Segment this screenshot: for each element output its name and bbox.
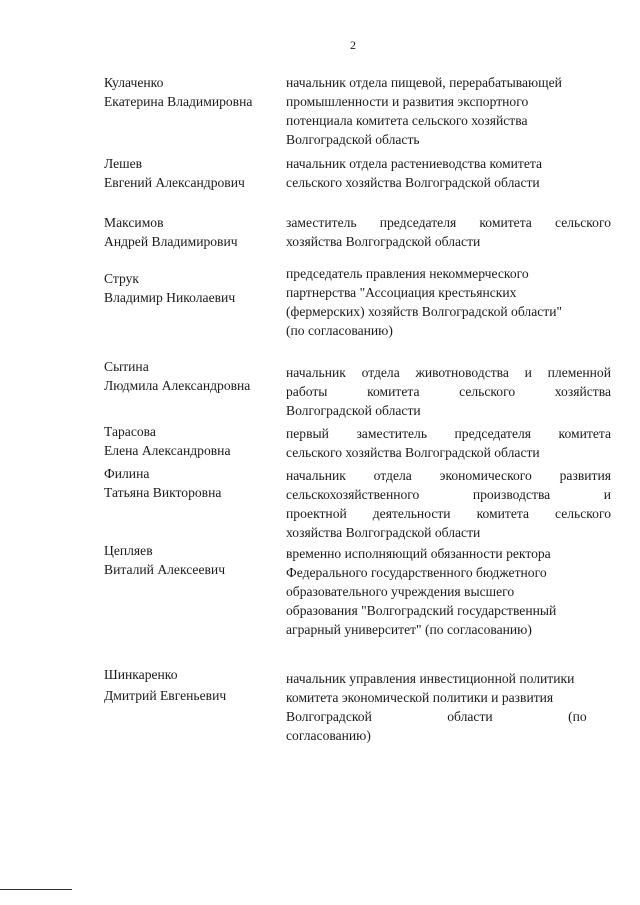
member-surname: Максимов (104, 215, 164, 230)
member-given-names: Виталий Алексеевич (104, 562, 226, 577)
page-number: 2 (350, 38, 356, 52)
member-surname: Шинкаренко (104, 667, 178, 682)
member-surname: Филина (104, 466, 150, 481)
role-line: потенциала комитета сельского хозяйства (286, 113, 528, 128)
role-line: председатель правления некоммерческого (286, 266, 529, 281)
member-name (104, 154, 279, 192)
member-surname: Сытина (104, 359, 149, 374)
member-role (286, 424, 611, 462)
role-line: хозяйства Волгоградской области (286, 234, 481, 249)
member-given-names: Людмила Александровна (104, 378, 251, 393)
member-given-names: Елена Александровна (104, 443, 231, 458)
role-line: проектной деятельности комитета сельского (286, 506, 611, 521)
member-name (104, 213, 279, 251)
footer-rule (0, 889, 72, 890)
member-given-names: Татьяна Викторовна (104, 485, 222, 500)
role-line: Федерального государственного бюджетного (286, 565, 547, 580)
member-role (286, 363, 611, 420)
role-line: сельского хозяйства Волгоградской области (286, 445, 540, 460)
member-given-names: Екатерина Владимировна (104, 94, 253, 109)
member-surname: Кулаченко (104, 75, 164, 90)
role-line: временно исполняющий обязанности ректора (286, 546, 551, 561)
member-name (104, 665, 279, 705)
member-name (104, 269, 279, 307)
role-line: начальник отдела растениеводства комитета (286, 156, 542, 171)
member-name (104, 422, 279, 460)
role-line: сельскохозяйственного производства и (286, 487, 611, 502)
role-line: промышленности и развития экспортного (286, 94, 529, 109)
role-line: работы комитета сельского хозяйства (286, 384, 611, 399)
role-line: начальник отдела пищевой, перерабатывающей (286, 75, 562, 90)
role-line: (по согласованию) (286, 323, 393, 338)
role-line: образовательного учреждения высшего (286, 584, 515, 599)
member-given-names: Дмитрий Евгеньевич (104, 688, 227, 703)
role-line: начальник отдела животноводства и племенной (286, 365, 611, 380)
member-surname: Тарасова (104, 424, 156, 439)
member-surname: Лешев (104, 156, 143, 171)
role-line: партнерства "Ассоциация крестьянских (286, 285, 517, 300)
role-line: Волгоградской область (286, 132, 420, 147)
member-given-names: Евгений Александрович (104, 175, 245, 190)
member-name (104, 357, 279, 395)
role-line: комитета экономической политики и развития (286, 690, 554, 705)
member-given-names: Владимир Николаевич (104, 290, 236, 305)
role-line: Волгоградской области (286, 403, 421, 418)
member-role (286, 213, 611, 251)
role-line: начальник отдела экономического развития (286, 468, 611, 483)
role-line: первый заместитель председателя комитета (286, 426, 611, 441)
member-given-names: Андрей Владимирович (104, 234, 238, 249)
role-line: аграрный университет" (по согласованию) (286, 622, 532, 637)
role-line: (фермерских) хозяйств Волгоградской области" (286, 304, 563, 319)
role-line: хозяйства Волгоградской области (286, 525, 481, 540)
member-name (104, 541, 279, 579)
role-line: начальник управления инвестиционной политики (286, 671, 575, 686)
role-line: сельского хозяйства Волгоградской области (286, 175, 540, 190)
member-surname: Цепляев (104, 543, 153, 558)
member-role (286, 466, 611, 542)
member-role (286, 73, 611, 149)
member-role (286, 154, 611, 192)
member-role (286, 544, 611, 639)
member-role (286, 264, 611, 340)
role-line: образования "Волгоградский государственный (286, 603, 557, 618)
member-surname: Струк (104, 271, 140, 286)
member-role (286, 669, 611, 745)
role-line: заместитель председателя комитета сельского (286, 215, 611, 230)
role-line: Волгоградской области (по (286, 709, 587, 724)
member-name (104, 73, 279, 111)
role-line: согласованию) (286, 728, 371, 743)
member-name (104, 464, 279, 502)
